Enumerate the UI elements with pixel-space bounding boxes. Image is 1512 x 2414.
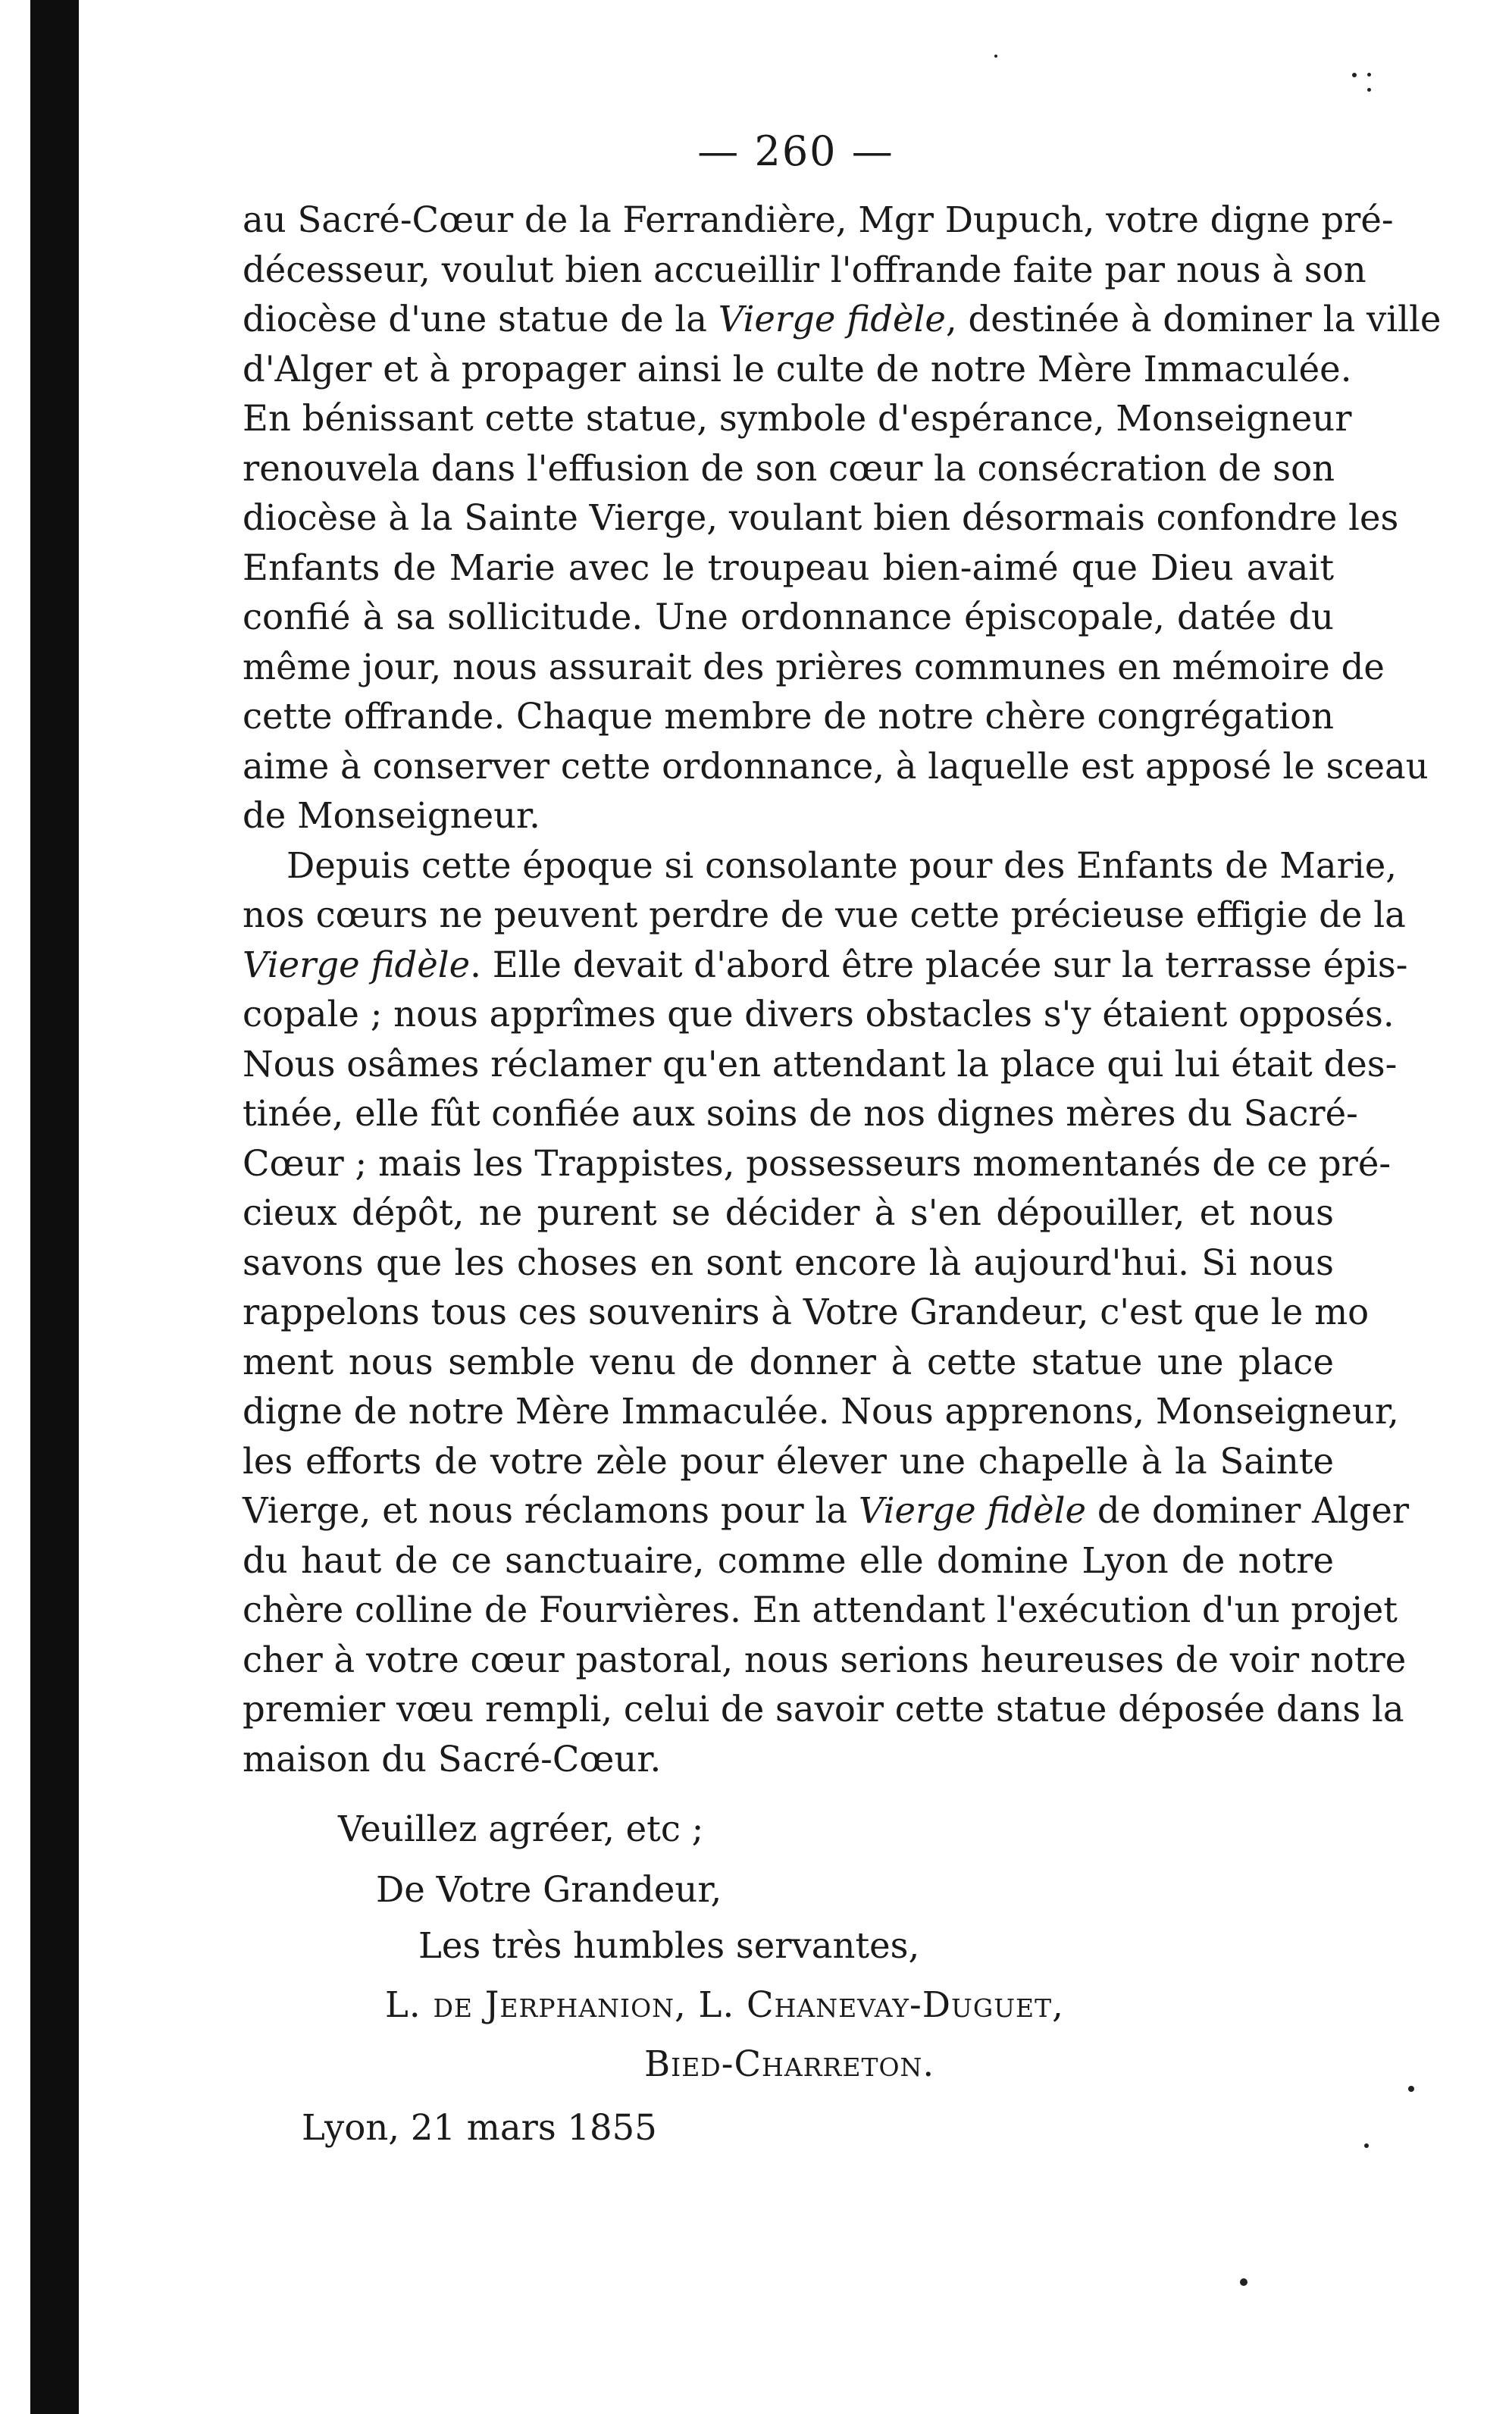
closing-salutation: Veuillez agréer, etc ;	[338, 1808, 704, 1849]
signatures-line-2: Bied-Charreton.	[644, 2043, 935, 2084]
closing-servants: Les très humbles servantes,	[418, 1925, 920, 1966]
text-segment: . Elle devait d'abord être placée sur la terrasse épis-	[470, 944, 1408, 985]
text-line: En bénissant cette statue, symbole d'espérance, Monseigneur	[243, 398, 1352, 439]
text-line: maison du Sacré-Cœur.	[243, 1738, 662, 1780]
text-line: premier vœu rempli, celui de savoir cette statue déposée dans la	[243, 1689, 1404, 1730]
text-segment: de dominer Alger	[1086, 1490, 1410, 1531]
text-line: aime à conserver cette ordonnance, à laquelle est apposé le sceau	[243, 745, 1429, 787]
text-segment: diocèse d'une statue de la	[243, 299, 718, 340]
text-line: Cœur ; mais les Trappistes, possesseurs momentanés de ce pré-	[243, 1142, 1391, 1184]
text-line: Nous osâmes réclamer qu'en attendant la place qui lui était des-	[243, 1043, 1398, 1085]
text-line: nos cœurs ne peuvent perdre de vue cette précieuse effigie de la	[243, 894, 1406, 935]
scan-speck	[1367, 88, 1371, 92]
letter-body	[243, 196, 1442, 1784]
text-line: cher à votre cœur pastoral, nous serions heureuses de voir notre	[243, 1639, 1407, 1680]
text-line: copale ; nous apprîmes que divers obstacles s'y étaient opposés.	[243, 994, 1395, 1035]
text-line: savons que les choses en sont encore là aujourd'hui. Si nous	[243, 1241, 1334, 1283]
scan-speck	[1364, 2143, 1369, 2148]
text-line: Enfants de Marie avec le troupeau bien-aimé que Dieu avait	[243, 546, 1334, 588]
closing-address: De Votre Grandeur,	[376, 1869, 722, 1910]
text-line: de Monseigneur.	[243, 795, 540, 836]
italic-title: Vierge fidèle	[243, 944, 471, 985]
text-line: chère colline de Fourvières. En attendant l'exécution d'un projet	[243, 1589, 1398, 1630]
text-line: diocèse à la Sainte Vierge, voulant bien désormais confondre les	[243, 497, 1399, 538]
page-number: — 260 —	[697, 127, 894, 175]
text-line: d'Alger et à propager ainsi le culte de notre Mère Immaculée.	[243, 348, 1352, 390]
text-line: rappelons tous ces souvenirs à Votre Grandeur, c'est que le mo	[243, 1292, 1370, 1332]
italic-title: Vierge fidèle	[718, 299, 946, 340]
text-line: même jour, nous assurait des prières communes en mémoire de	[243, 646, 1385, 687]
text-segment: , destinée à dominer la ville	[945, 299, 1442, 340]
text-line	[243, 295, 1442, 345]
text-line: confié à sa sollicitude. Une ordonnance épiscopale, datée du	[243, 596, 1334, 637]
text-line: les efforts de votre zèle pour élever une chapelle à la Sainte	[243, 1440, 1334, 1482]
scan-speck	[994, 55, 997, 58]
scan-speck	[1367, 73, 1371, 77]
text-line: du haut de ce sanctuaire, comme elle domine Lyon de notre	[243, 1539, 1334, 1581]
text-segment: Vierge, et nous réclamons pour la	[243, 1490, 859, 1531]
text-line: ment nous semble venu de donner à cette statue une place	[243, 1341, 1334, 1382]
closing-place-date: Lyon, 21 mars 1855	[302, 2107, 657, 2148]
text-line	[243, 941, 1408, 991]
text-line: tinée, elle fût confiée aux soins de nos dignes mères du Sacré-	[243, 1093, 1358, 1134]
text-line: au Sacré-Cœur de la Ferrandière, Mgr Dupuch, votre digne pré-	[243, 199, 1394, 240]
text-line: renouvela dans l'effusion de son cœur la consécration de son	[243, 447, 1335, 489]
book-spine-shadow	[30, 0, 79, 2414]
text-line: digne de notre Mère Immaculée. Nous apprenons, Monseigneur,	[243, 1391, 1399, 1432]
text-line: Depuis cette époque si consolante pour des Enfants de Marie,	[286, 844, 1397, 886]
scan-speck	[1240, 2278, 1247, 2286]
signatures-line-1: L. de Jerphanion, L. Chanevay-Duguet,	[385, 1984, 1064, 2025]
italic-title: Vierge fidèle	[858, 1490, 1087, 1531]
text-line: cette offrande. Chaque membre de notre chère congrégation	[243, 696, 1335, 737]
scan-speck	[1352, 73, 1357, 77]
text-line: décesseur, voulut bien accueillir l'offrande faite par nous à son	[243, 249, 1366, 290]
text-line: cieux dépôt, ne purent se décider à s'en dépouiller, et nous	[243, 1192, 1334, 1233]
text-line	[243, 1486, 1410, 1536]
scan-speck	[1408, 2086, 1414, 2092]
